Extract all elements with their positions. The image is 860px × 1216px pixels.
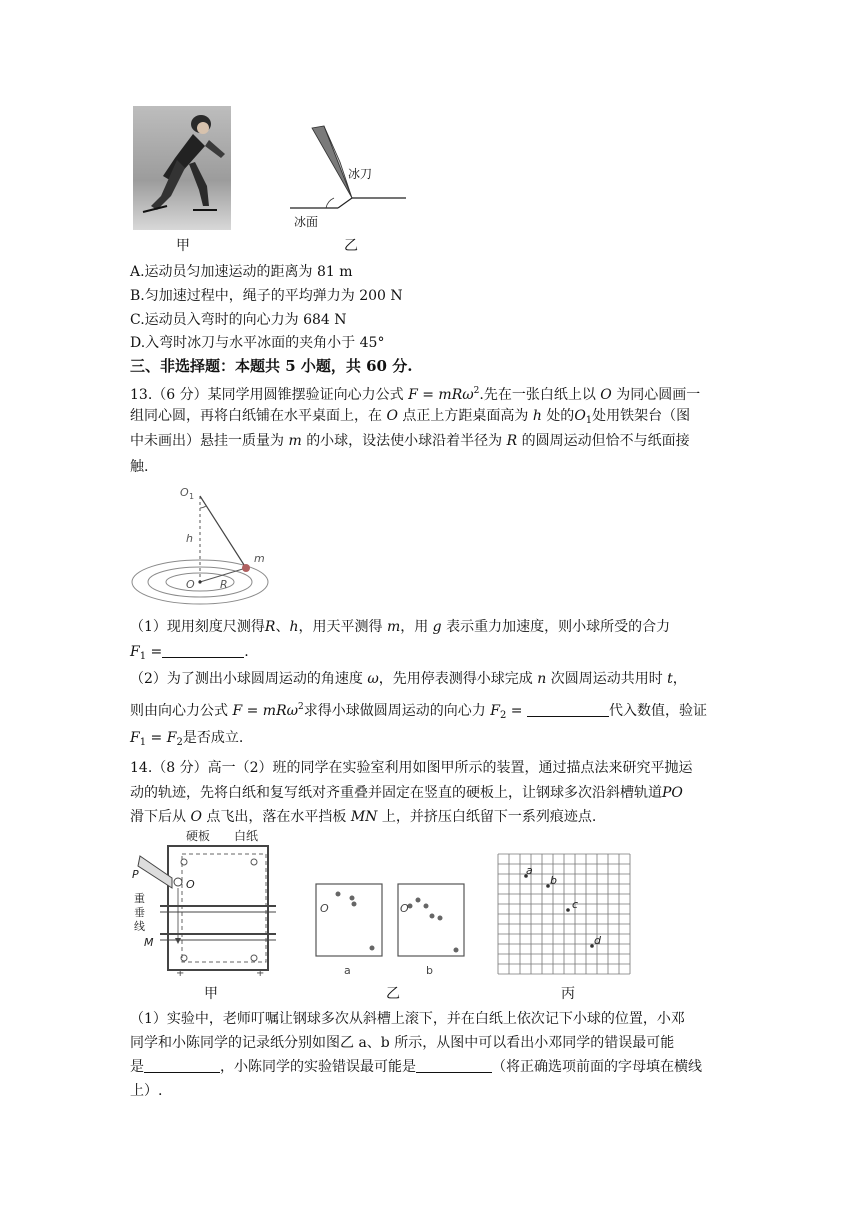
q13-part2-line3 <box>130 728 243 753</box>
q14-text: 动的轨迹，先将白纸和复写纸对齐重叠并固定在竖直的硬板上，让钢球多次沿斜槽轨道 <box>130 785 662 801</box>
q13-line-1 <box>130 381 700 405</box>
option-c: C.运动员入弯时的向心力为 684 N <box>130 312 347 328</box>
var-O1: $O_1$ <box>574 408 593 426</box>
var-m: m <box>382 619 401 635</box>
label-O-sheet-b: O <box>400 902 409 915</box>
var-m: m <box>284 433 307 449</box>
grid-label-b: b <box>550 874 557 887</box>
q13-text: ， <box>672 671 687 687</box>
formula-centripetal: F = mRω$^2$ <box>228 702 304 719</box>
label-O1: O <box>180 486 189 499</box>
q14-part1-line3 <box>130 1057 702 1077</box>
q14-part1-line1: （1）实验中，老师叮嘱让钢球多次从斜槽上滚下，并在白纸上依次记下小球的位置，小邓 <box>130 1011 685 1027</box>
q14-text: 是 <box>130 1059 144 1075</box>
caption-jia-top: 甲 <box>176 238 190 254</box>
var-g: g <box>428 619 447 635</box>
q13-text: 表示重力加速度，则小球所受的合力 <box>446 619 671 635</box>
caption-jia: 甲 <box>204 986 218 1002</box>
var-R: R <box>502 433 522 449</box>
q13-text: 中未画出）悬挂一质量为 <box>130 433 284 449</box>
var-PO: PO <box>662 785 683 801</box>
grid-label-d: d <box>594 934 601 947</box>
q13-text: ，先用停表测得小球完成 <box>378 671 533 687</box>
q13-text: 代入数值，验证 <box>608 703 707 719</box>
formula-f1-f2: $F_1 = F_2$ <box>130 730 183 748</box>
label-P: P <box>132 868 139 881</box>
var-t: t <box>662 671 673 687</box>
q13-part2 <box>130 669 687 689</box>
label-plumb-2: 垂 <box>134 906 145 919</box>
label-R: R <box>220 578 228 591</box>
caption-yi-top: 乙 <box>344 238 358 254</box>
q13-text: 为同心圆画一 <box>616 387 701 403</box>
var-F1: $F_1$ = <box>130 644 163 662</box>
answer-blank-f1[interactable] <box>162 643 244 658</box>
q13-text: 组同心圆，再将白纸铺在水平桌面上，在 <box>130 408 382 424</box>
caption-bing: 丙 <box>561 986 575 1002</box>
var-omega: ω <box>362 671 379 687</box>
label-M: M <box>144 936 154 949</box>
grid-figure <box>496 852 632 976</box>
label-sheet-a: a <box>344 964 351 977</box>
q13-text: （1）现用刻度尺测得 <box>130 619 265 635</box>
label-sheet-b: b <box>426 964 433 977</box>
q14-line-1: 14.（8 分）高一（2）班的同学在实验室利用如图甲所示的装置，通过描点法来研究平抛运 <box>130 760 693 776</box>
q14-text: ，小陈同学的实验错误最可能是 <box>220 1059 416 1075</box>
q14-text: 上，并挤压白纸留下一系列痕迹点. <box>381 809 597 825</box>
answer-blank-f2[interactable] <box>527 702 609 717</box>
q13-text: 则由向心力公式 <box>130 703 228 719</box>
var-MN: MN <box>346 809 382 825</box>
q14-line-2 <box>130 783 683 803</box>
record-sheets-figure <box>314 882 470 978</box>
option-a: A.运动员匀加速运动的距离为 81 m <box>130 264 353 280</box>
q13-text: 是否成立. <box>182 730 244 746</box>
label-O-sheet-a: O <box>320 902 329 915</box>
label-plumb-1: 重 <box>134 892 145 905</box>
q13-text: .先在一张白纸上以 <box>479 387 596 403</box>
apparatus-figure <box>130 828 290 978</box>
q13-text: ，用 <box>400 619 429 635</box>
q13-text: 的圆周运动但恰不与纸面接 <box>521 433 690 449</box>
q13-line-2 <box>130 406 690 431</box>
label-h: h <box>186 532 193 545</box>
option-d: D.入弯时冰刀与水平冰面的夹角小于 45° <box>130 335 385 351</box>
grid-label-c: c <box>572 898 579 911</box>
q13-text: 13.（6 分）某同学用圆锥摆验证向心力公式 <box>130 387 404 403</box>
skater-photo <box>133 106 231 230</box>
var-F2: $F_2$ = <box>485 703 527 721</box>
var-h: h <box>289 619 299 635</box>
blade-diagram <box>290 122 408 234</box>
var-n: n <box>532 671 551 687</box>
blade-label: 冰刀 <box>348 167 373 181</box>
var-O: O <box>186 809 207 825</box>
label-plumb-3: 线 <box>134 920 145 933</box>
q13-text: （2）为了测出小球圆周运动的角速度 <box>130 671 363 687</box>
q13-part1-answer: $F_1$ = . <box>130 644 249 662</box>
answer-blank-deng[interactable] <box>144 1058 220 1073</box>
label-O-apparatus: O <box>186 878 195 891</box>
var-R: R <box>264 619 276 635</box>
q14-text: 滑下后从 <box>130 809 186 825</box>
q14-part1-line2: 同学和小陈同学的记录纸分别如图乙 a、b 所示，从图中可以看出小邓同学的错误最可能 <box>130 1035 675 1051</box>
svg-text:+: + <box>256 968 265 978</box>
var-O: O <box>595 387 617 403</box>
caption-yi: 乙 <box>386 986 400 1002</box>
q13-part2-line2 <box>130 697 707 726</box>
q13-line-4: 触. <box>130 459 149 475</box>
q14-text: （将正确选项前面的字母填在横线 <box>492 1059 702 1075</box>
q13-text: 的小球，设法使小球沿着半径为 <box>306 433 503 449</box>
q13-text: 次圆周运动共用时 <box>550 671 663 687</box>
section-heading: 三、非选择题：本题共 5 小题，共 60 分. <box>130 357 413 375</box>
q13-text: ，用天平测得 <box>298 619 383 635</box>
var-h: h <box>528 408 547 424</box>
answer-blank-chen[interactable] <box>416 1058 492 1073</box>
q13-text: 点正上方距桌面高为 <box>402 408 529 424</box>
label-O: O <box>186 578 195 591</box>
q14-part1-line4: 上）. <box>130 1083 163 1099</box>
q13-part1 <box>130 617 670 637</box>
q13-text: 处用铁架台（图 <box>592 408 691 424</box>
ice-label: 冰面 <box>294 215 319 229</box>
var-O: O <box>382 408 403 424</box>
option-b: B.匀加速过程中，绳子的平均弹力为 200 N <box>130 288 403 304</box>
q13-text: 求得小球做圆周运动的向心力 <box>303 703 486 719</box>
label-m: m <box>254 552 265 565</box>
q13-text: 、 <box>275 619 290 635</box>
conical-pendulum-figure <box>130 482 300 610</box>
label-board: 硬板 <box>186 829 211 843</box>
formula-centripetal: F = mRω$^2$ <box>408 386 480 403</box>
q13-text: 处的 <box>546 408 575 424</box>
label-paper: 白纸 <box>234 829 259 843</box>
q14-text: 点飞出，落在水平挡板 <box>206 809 347 825</box>
q13-line-3 <box>130 431 690 451</box>
q14-line-3 <box>130 807 596 827</box>
label-O1-sub: 1 <box>189 492 195 501</box>
grid-label-a: a <box>526 864 533 877</box>
svg-text:+: + <box>176 968 185 978</box>
